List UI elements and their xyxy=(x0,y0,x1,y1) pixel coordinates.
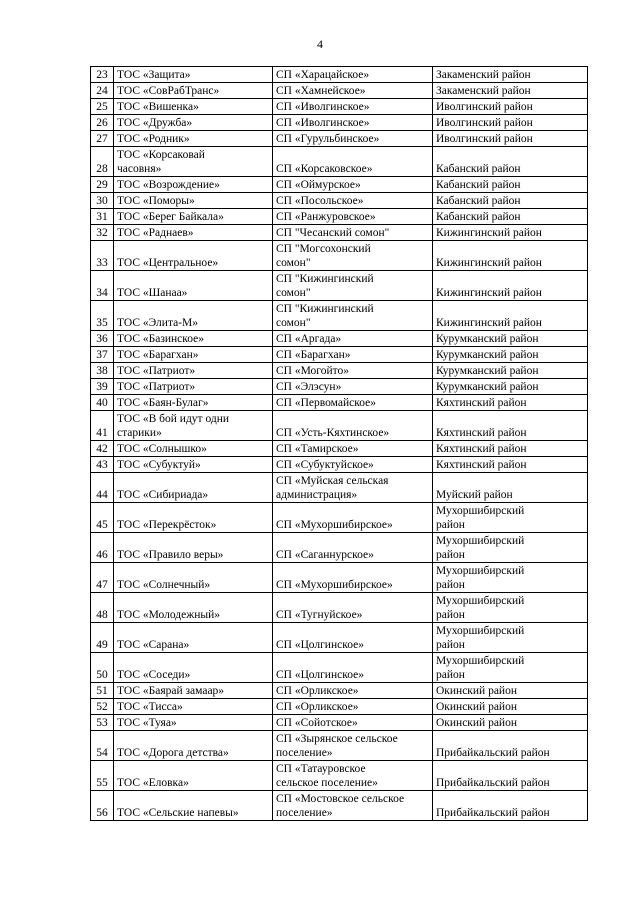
district-cell-line: Кяхтинский район xyxy=(436,443,527,455)
district-cell-line: Прибайкальский район xyxy=(436,747,550,759)
district-cell-line: Закаменский район xyxy=(436,85,531,97)
table-row xyxy=(91,761,588,791)
tos-name-cell xyxy=(114,563,273,593)
settlement-cell-line: сомон" xyxy=(276,257,311,269)
tos-name-cell-line: ТОС «Перекрёсток» xyxy=(117,519,217,531)
district-cell-line: Прибайкальский район xyxy=(436,777,550,789)
settlement-cell xyxy=(273,623,433,653)
district-cell xyxy=(433,225,588,241)
tos-name-cell-line: часовня» xyxy=(117,163,162,175)
tos-name-cell xyxy=(114,379,273,395)
table-row xyxy=(91,379,588,395)
table-row xyxy=(91,699,588,715)
row-number-cell: 46 xyxy=(91,533,114,563)
tos-name-cell xyxy=(114,411,273,441)
district-cell xyxy=(433,503,588,533)
table-row xyxy=(91,791,588,821)
district-cell-line: Кабанский район xyxy=(436,195,521,207)
district-cell-line: Кяхтинский район xyxy=(436,459,527,471)
row-number-cell: 35 xyxy=(91,301,114,331)
settlement-cell xyxy=(273,301,433,331)
row-number-cell: 36 xyxy=(91,331,114,347)
district-cell-line: Кабанский район xyxy=(436,211,521,223)
tos-name-cell-line: ТОС «Барагхан» xyxy=(117,349,199,361)
tos-name-cell-line: ТОС «Шанаа» xyxy=(117,287,188,299)
tos-name-cell-line: ТОС «Солнышко» xyxy=(117,443,207,455)
table-row xyxy=(91,533,588,563)
district-cell-line: Окинский район xyxy=(436,685,517,697)
table-row xyxy=(91,683,588,699)
district-cell-line: район xyxy=(436,549,465,561)
settlement-cell xyxy=(273,147,433,177)
table-row xyxy=(91,411,588,441)
settlement-cell xyxy=(273,411,433,441)
settlement-cell xyxy=(273,563,433,593)
settlement-cell xyxy=(273,131,433,147)
district-cell-line: Кяхтинский район xyxy=(436,427,527,439)
row-number-cell: 42 xyxy=(91,441,114,457)
tos-name-cell-line: ТОС «Берег Байкала» xyxy=(117,211,224,223)
row-number-cell: 27 xyxy=(91,131,114,147)
tos-name-cell xyxy=(114,593,273,623)
settlement-cell-line: СП «Могойто» xyxy=(276,365,349,377)
tos-name-cell-line: ТОС «Родник» xyxy=(117,133,190,145)
tos-name-cell-line: ТОС «Поморы» xyxy=(117,195,195,207)
tos-name-cell xyxy=(114,731,273,761)
settlement-cell-line: СП «Мухоршибирское» xyxy=(276,579,393,591)
settlement-cell xyxy=(273,83,433,99)
settlement-cell-line: СП «Гурульбинское» xyxy=(276,133,380,145)
settlement-cell xyxy=(273,363,433,379)
tos-name-cell-line: ТОС «Солнечный» xyxy=(117,579,211,591)
settlement-cell xyxy=(273,653,433,683)
row-number-cell: 54 xyxy=(91,731,114,761)
settlement-cell-line: СП «Первомайское» xyxy=(276,397,376,409)
settlement-cell-line: СП "Кижингинский xyxy=(276,303,374,315)
tos-name-cell-line: ТОС «Патриот» xyxy=(117,365,196,377)
table-row xyxy=(91,731,588,761)
district-cell-line: район xyxy=(436,519,465,531)
settlement-cell xyxy=(273,731,433,761)
settlement-cell-line: СП «Усть-Кяхтинское» xyxy=(276,427,390,439)
tos-name-cell xyxy=(114,271,273,301)
district-cell-line: Мухоршибирский xyxy=(436,655,525,667)
row-number-cell: 41 xyxy=(91,411,114,441)
settlement-cell xyxy=(273,271,433,301)
settlement-cell-line: СП «Барагхан» xyxy=(276,349,351,361)
district-cell xyxy=(433,67,588,83)
settlement-cell-line: СП «Мостовское сельское xyxy=(276,793,405,805)
settlement-cell-line: СП "Чесанский сомон" xyxy=(276,227,390,239)
district-cell-line: Курумканский район xyxy=(436,349,539,361)
district-cell xyxy=(433,177,588,193)
district-cell xyxy=(433,363,588,379)
settlement-cell-line: СП «Иволгинское» xyxy=(276,101,370,113)
settlement-cell-line: поселение» xyxy=(276,747,333,759)
tos-name-cell xyxy=(114,761,273,791)
district-cell xyxy=(433,683,588,699)
row-number-cell: 31 xyxy=(91,209,114,225)
district-cell-line: Окинский район xyxy=(436,701,517,713)
tos-name-cell xyxy=(114,791,273,821)
table-row xyxy=(91,67,588,83)
district-cell xyxy=(433,623,588,653)
district-cell xyxy=(433,147,588,177)
tos-name-cell xyxy=(114,457,273,473)
district-cell xyxy=(433,653,588,683)
district-cell-line: Иволгинский район xyxy=(436,133,533,145)
table-row xyxy=(91,209,588,225)
tos-name-cell-line: ТОС «Базинское» xyxy=(117,333,205,345)
tos-name-cell xyxy=(114,623,273,653)
district-cell-line: район xyxy=(436,579,465,591)
settlement-cell xyxy=(273,209,433,225)
district-cell xyxy=(433,301,588,331)
settlement-cell-line: СП «Орликское» xyxy=(276,685,359,697)
tos-name-cell xyxy=(114,115,273,131)
district-cell xyxy=(433,473,588,503)
table-row xyxy=(91,347,588,363)
district-cell xyxy=(433,731,588,761)
tos-name-cell-line: ТОС «Центральное» xyxy=(117,257,219,269)
district-cell-line: Курумканский район xyxy=(436,365,539,377)
settlement-cell-line: СП «Посольское» xyxy=(276,195,364,207)
district-cell-line: район xyxy=(436,609,465,621)
table-row xyxy=(91,301,588,331)
row-number-cell: 45 xyxy=(91,503,114,533)
row-number-cell: 56 xyxy=(91,791,114,821)
tos-name-cell xyxy=(114,473,273,503)
settlement-cell-line: СП «Харацайское» xyxy=(276,69,370,81)
district-cell xyxy=(433,241,588,271)
row-number-cell: 53 xyxy=(91,715,114,731)
tos-name-cell-line: ТОС «Правило веры» xyxy=(117,549,224,561)
row-number-cell: 55 xyxy=(91,761,114,791)
district-cell-line: Кижингинский район xyxy=(436,287,542,299)
settlement-cell-line: СП «Цолгинское» xyxy=(276,639,364,651)
table-row xyxy=(91,503,588,533)
table-row xyxy=(91,225,588,241)
district-cell-line: район xyxy=(436,669,465,681)
settlement-cell-line: администрация» xyxy=(276,489,358,501)
district-cell xyxy=(433,715,588,731)
tos-name-cell-line: ТОС «Баян-Булаг» xyxy=(117,397,209,409)
district-cell xyxy=(433,411,588,441)
settlement-cell xyxy=(273,379,433,395)
tos-name-cell-line: ТОС «Корсаковай xyxy=(117,149,205,161)
district-cell-line: Кижингинский район xyxy=(436,257,542,269)
district-cell xyxy=(433,115,588,131)
settlement-cell-line: СП «Саганнурское» xyxy=(276,549,374,561)
district-cell xyxy=(433,395,588,411)
district-cell xyxy=(433,193,588,209)
district-cell xyxy=(433,699,588,715)
district-cell xyxy=(433,83,588,99)
district-cell xyxy=(433,209,588,225)
district-cell-line: Курумканский район xyxy=(436,381,539,393)
table-row xyxy=(91,363,588,379)
row-number-cell: 24 xyxy=(91,83,114,99)
row-number-cell: 47 xyxy=(91,563,114,593)
district-cell-line: Иволгинский район xyxy=(436,101,533,113)
row-number-cell: 40 xyxy=(91,395,114,411)
settlement-cell xyxy=(273,99,433,115)
row-number-cell: 28 xyxy=(91,147,114,177)
table-row xyxy=(91,193,588,209)
district-cell-line: Муйский район xyxy=(436,489,513,501)
settlement-cell xyxy=(273,347,433,363)
district-cell-line: Кяхтинский район xyxy=(436,397,527,409)
settlement-cell xyxy=(273,715,433,731)
settlement-cell xyxy=(273,699,433,715)
settlement-cell xyxy=(273,791,433,821)
settlement-cell xyxy=(273,683,433,699)
settlement-cell-line: СП «Тугнуйское» xyxy=(276,609,363,621)
table-row xyxy=(91,147,588,177)
row-number-cell: 51 xyxy=(91,683,114,699)
settlement-cell-line: СП «Ранжуровское» xyxy=(276,211,376,223)
table-row xyxy=(91,115,588,131)
settlement-cell xyxy=(273,241,433,271)
table-row xyxy=(91,271,588,301)
tos-name-cell-line: ТОС «Соседи» xyxy=(117,669,191,681)
row-number-cell: 43 xyxy=(91,457,114,473)
table-row xyxy=(91,441,588,457)
row-number-cell: 26 xyxy=(91,115,114,131)
district-cell xyxy=(433,457,588,473)
settlement-cell-line: сельское поселение» xyxy=(276,777,378,789)
district-cell xyxy=(433,331,588,347)
district-cell-line: Мухоршибирский xyxy=(436,535,525,547)
table-row xyxy=(91,131,588,147)
tos-name-cell-line: старики» xyxy=(117,427,162,439)
settlement-cell-line: СП «Корсаковское» xyxy=(276,163,373,175)
row-number-cell: 30 xyxy=(91,193,114,209)
tos-name-cell xyxy=(114,83,273,99)
tos-name-cell-line: ТОС «В бой идут одни xyxy=(117,413,230,425)
tos-name-cell-line: ТОС «Субуктуй» xyxy=(117,459,201,471)
district-cell xyxy=(433,761,588,791)
settlement-cell-line: СП «Субуктуйское» xyxy=(276,459,374,471)
table-row xyxy=(91,563,588,593)
tos-name-cell xyxy=(114,503,273,533)
settlement-cell xyxy=(273,761,433,791)
row-number-cell: 34 xyxy=(91,271,114,301)
row-number-cell: 25 xyxy=(91,99,114,115)
tos-name-cell xyxy=(114,653,273,683)
table-row xyxy=(91,623,588,653)
settlement-cell-line: СП «Зырянское сельское xyxy=(276,733,398,745)
table-row xyxy=(91,83,588,99)
district-cell xyxy=(433,441,588,457)
settlement-cell-line: СП «Муйская сельская xyxy=(276,475,389,487)
tos-name-cell-line: ТОС «СовРабТранс» xyxy=(117,85,220,97)
settlement-cell-line: СП «Иволгинское» xyxy=(276,117,370,129)
tos-name-cell-line: ТОС «Защита» xyxy=(117,69,191,81)
settlement-cell xyxy=(273,395,433,411)
row-number-cell: 49 xyxy=(91,623,114,653)
tos-name-cell-line: ТОС «Дорога детства» xyxy=(117,747,229,759)
settlement-cell-line: СП «Аргада» xyxy=(276,333,342,345)
district-cell-line: Кижингинский район xyxy=(436,317,542,329)
district-cell-line: район xyxy=(436,639,465,651)
settlement-cell-line: СП «Цолгинское» xyxy=(276,669,364,681)
settlement-cell-line: СП «Татауровское xyxy=(276,763,366,775)
settlement-cell xyxy=(273,67,433,83)
settlement-cell-line: СП «Хамнейское» xyxy=(276,85,366,97)
row-number-cell: 48 xyxy=(91,593,114,623)
tos-name-cell xyxy=(114,683,273,699)
tos-name-cell-line: ТОС «Элита-М» xyxy=(117,317,199,329)
district-cell-line: Кижингинский район xyxy=(436,227,542,239)
tos-name-cell-line: ТОС «Раднаев» xyxy=(117,227,194,239)
settlement-cell xyxy=(273,457,433,473)
table-row xyxy=(91,395,588,411)
row-number-cell: 52 xyxy=(91,699,114,715)
row-number-cell: 50 xyxy=(91,653,114,683)
settlement-cell-line: СП "Могсохонский xyxy=(276,243,371,255)
tos-name-cell xyxy=(114,533,273,563)
settlement-cell xyxy=(273,331,433,347)
row-number-cell: 44 xyxy=(91,473,114,503)
tos-name-cell-line: ТОС «Дружба» xyxy=(117,117,193,129)
tos-name-cell-line: ТОС «Туяа» xyxy=(117,717,177,729)
tos-name-cell xyxy=(114,193,273,209)
settlement-cell xyxy=(273,177,433,193)
district-cell-line: Закаменский район xyxy=(436,69,531,81)
table-row xyxy=(91,331,588,347)
tos-name-cell-line: ТОС «Патриот» xyxy=(117,381,196,393)
table-row xyxy=(91,593,588,623)
tos-name-cell xyxy=(114,347,273,363)
tos-name-cell xyxy=(114,209,273,225)
settlement-cell xyxy=(273,441,433,457)
district-cell xyxy=(433,563,588,593)
district-cell xyxy=(433,271,588,301)
district-cell-line: Иволгинский район xyxy=(436,117,533,129)
row-number-cell: 38 xyxy=(91,363,114,379)
table-row xyxy=(91,653,588,683)
settlement-cell xyxy=(273,115,433,131)
tos-name-cell xyxy=(114,331,273,347)
tos-name-cell xyxy=(114,715,273,731)
settlement-cell-line: СП «Орликское» xyxy=(276,701,359,713)
table-body xyxy=(91,67,588,821)
tos-name-cell xyxy=(114,67,273,83)
settlement-cell xyxy=(273,193,433,209)
district-cell-line: Кабанский район xyxy=(436,179,521,191)
district-cell xyxy=(433,379,588,395)
district-cell xyxy=(433,347,588,363)
table-row xyxy=(91,177,588,193)
district-cell xyxy=(433,131,588,147)
tos-registry-table xyxy=(90,66,588,821)
tos-name-cell xyxy=(114,241,273,271)
settlement-cell-line: СП "Кижингинский xyxy=(276,273,374,285)
tos-name-cell xyxy=(114,177,273,193)
table-row xyxy=(91,715,588,731)
settlement-cell-line: СП «Оймурское» xyxy=(276,179,361,191)
tos-name-cell-line: ТОС «Сибириада» xyxy=(117,489,209,501)
settlement-cell-line: сомон" xyxy=(276,317,311,329)
page-number: 4 xyxy=(317,37,323,51)
table-row xyxy=(91,473,588,503)
tos-name-cell-line: ТОС «Сарана» xyxy=(117,639,190,651)
tos-name-cell-line: ТОС «Еловка» xyxy=(117,777,189,789)
tos-name-cell-line: ТОС «Возрождение» xyxy=(117,179,220,191)
settlement-cell xyxy=(273,593,433,623)
settlement-cell-line: СП «Тамирское» xyxy=(276,443,359,455)
row-number-cell: 29 xyxy=(91,177,114,193)
district-cell xyxy=(433,533,588,563)
table-row xyxy=(91,457,588,473)
district-cell-line: Окинский район xyxy=(436,717,517,729)
district-cell-line: Мухоршибирский xyxy=(436,565,525,577)
district-cell-line: Мухоршибирский xyxy=(436,625,525,637)
tos-name-cell xyxy=(114,699,273,715)
tos-name-cell xyxy=(114,301,273,331)
district-cell xyxy=(433,593,588,623)
row-number-cell: 33 xyxy=(91,241,114,271)
row-number-cell: 39 xyxy=(91,379,114,395)
settlement-cell xyxy=(273,503,433,533)
district-cell xyxy=(433,99,588,115)
tos-name-cell xyxy=(114,441,273,457)
tos-name-cell-line: ТОС «Вишенка» xyxy=(117,101,199,113)
row-number-cell: 32 xyxy=(91,225,114,241)
tos-name-cell xyxy=(114,131,273,147)
tos-name-cell xyxy=(114,99,273,115)
tos-name-cell xyxy=(114,395,273,411)
row-number-cell: 37 xyxy=(91,347,114,363)
settlement-cell xyxy=(273,225,433,241)
settlement-cell-line: СП «Элэсун» xyxy=(276,381,342,393)
tos-name-cell xyxy=(114,363,273,379)
district-cell-line: Прибайкальский район xyxy=(436,807,550,819)
tos-name-cell-line: ТОС «Сельские напевы» xyxy=(117,807,239,819)
settlement-cell xyxy=(273,533,433,563)
tos-name-cell xyxy=(114,225,273,241)
district-cell-line: Мухоршибирский xyxy=(436,505,525,517)
tos-name-cell-line: ТОС «Баярай замаар» xyxy=(117,685,225,697)
settlement-cell xyxy=(273,473,433,503)
tos-name-cell-line: ТОС «Тисса» xyxy=(117,701,183,713)
table-row xyxy=(91,241,588,271)
settlement-cell-line: поселение» xyxy=(276,807,333,819)
table-row xyxy=(91,99,588,115)
settlement-cell-line: СП «Сойотское» xyxy=(276,717,358,729)
district-cell xyxy=(433,791,588,821)
district-cell-line: Мухоршибирский xyxy=(436,595,525,607)
settlement-cell-line: СП «Мухоршибирское» xyxy=(276,519,393,531)
tos-name-cell-line: ТОС «Молодежный» xyxy=(117,609,220,621)
district-cell-line: Курумканский район xyxy=(436,333,539,345)
settlement-cell-line: сомон" xyxy=(276,287,311,299)
row-number-cell: 23 xyxy=(91,67,114,83)
tos-name-cell xyxy=(114,147,273,177)
district-cell-line: Кабанский район xyxy=(436,163,521,175)
